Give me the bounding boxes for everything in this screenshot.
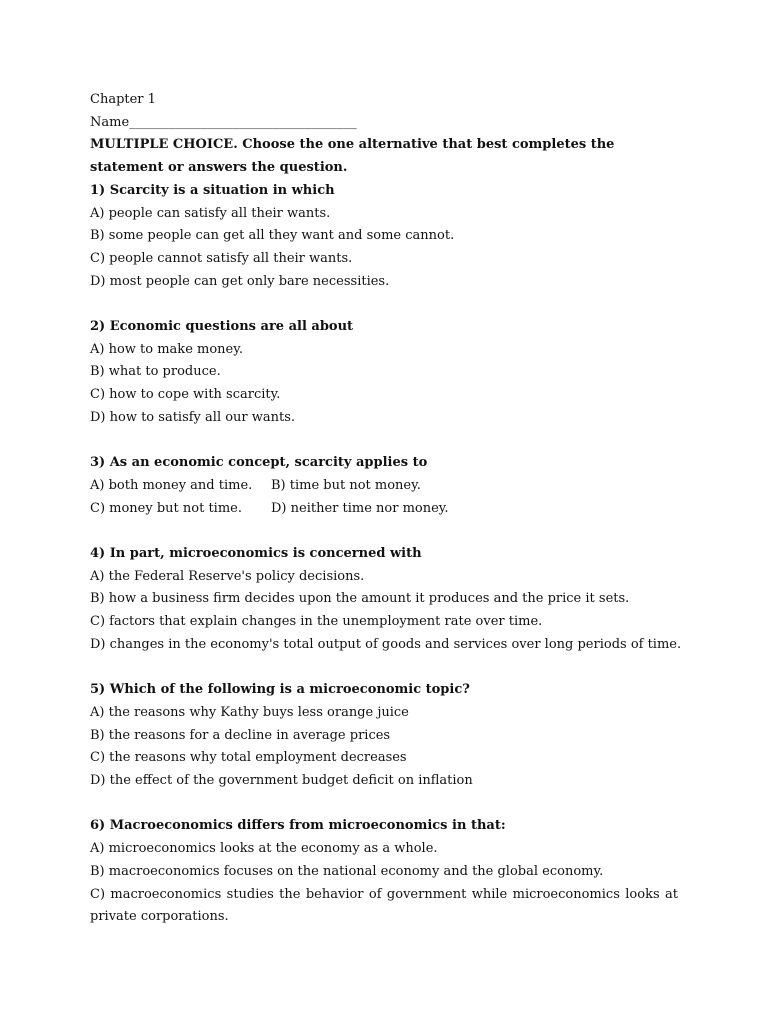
answer-option: B) how a business firm decides upon the amount it produces and the price it sets. [90, 591, 630, 607]
question-stem: 4) In part, microeconomics is concerned with [90, 546, 422, 562]
chapter-heading: Chapter 1 [90, 92, 156, 107]
blank-line [90, 293, 678, 316]
blank-line [90, 520, 678, 543]
answer-option: A) how to make money. [90, 341, 243, 357]
answer-option: B) the reasons for a decline in average prices [90, 727, 391, 743]
question-2 [90, 316, 678, 430]
answer-option: D) the effect of the government budget deficit on inflation [90, 773, 473, 789]
instructions: MULTIPLE CHOICE. Choose the one alternative that best completes the statement or answers the question. [90, 137, 615, 176]
question-stem: 2) Economic questions are all about [90, 319, 354, 335]
answer-option: A) the reasons why Kathy buys less orange juice [90, 704, 409, 720]
answer-option: D) changes in the economy's total output of goods and services over long periods of time. [90, 636, 682, 652]
answer-option: C) macroeconomics studies the behavior of government while microeconomics looks at private corporations. [90, 886, 678, 925]
name-field-line: Name___________________________________ [90, 114, 357, 130]
answer-option: A) the Federal Reserve's policy decisions. [90, 568, 365, 584]
quiz-content [90, 89, 682, 929]
answer-option: B) time but not money. [271, 477, 421, 493]
answer-option: D) how to satisfy all our wants. [90, 409, 296, 425]
question-6 [90, 815, 678, 929]
answer-option: C) money but not time. [90, 500, 242, 516]
answer-option: A) microeconomics looks at the economy as a whole. [90, 841, 438, 857]
answer-option: D) neither time nor money. [271, 500, 449, 516]
blank-line [90, 657, 678, 680]
answer-option: B) macroeconomics focuses on the national economy and the global economy. [90, 863, 604, 879]
answer-option: B) some people can get all they want and some cannot. [90, 228, 455, 244]
answer-option: D) most people can get only bare necessities. [90, 273, 390, 289]
answer-option-row [90, 475, 678, 498]
answer-option: C) people cannot satisfy all their wants. [90, 250, 353, 266]
question-stem: 1) Scarcity is a situation in which [90, 182, 335, 198]
question-stem: 5) Which of the following is a microeconomic topic? [90, 682, 470, 698]
blank-line [90, 793, 678, 816]
question-stem: 6) Macroeconomics differs from microeconomics in that: [90, 818, 506, 834]
question-stem: 3) As an economic concept, scarcity applies to [90, 455, 428, 471]
answer-option: C) how to cope with scarcity. [90, 387, 281, 403]
answer-option: B) what to produce. [90, 364, 221, 380]
blank-line [90, 430, 678, 453]
answer-option: C) the reasons why total employment decreases [90, 750, 407, 766]
question-5 [90, 679, 678, 793]
answer-option-row [90, 498, 678, 521]
question-1 [90, 180, 678, 294]
answer-option: C) factors that explain changes in the unemployment rate over time. [90, 614, 543, 630]
question-4 [90, 543, 682, 657]
answer-option: A) both money and time. [90, 477, 253, 493]
answer-option: A) people can satisfy all their wants. [90, 205, 331, 221]
question-3 [90, 452, 678, 520]
